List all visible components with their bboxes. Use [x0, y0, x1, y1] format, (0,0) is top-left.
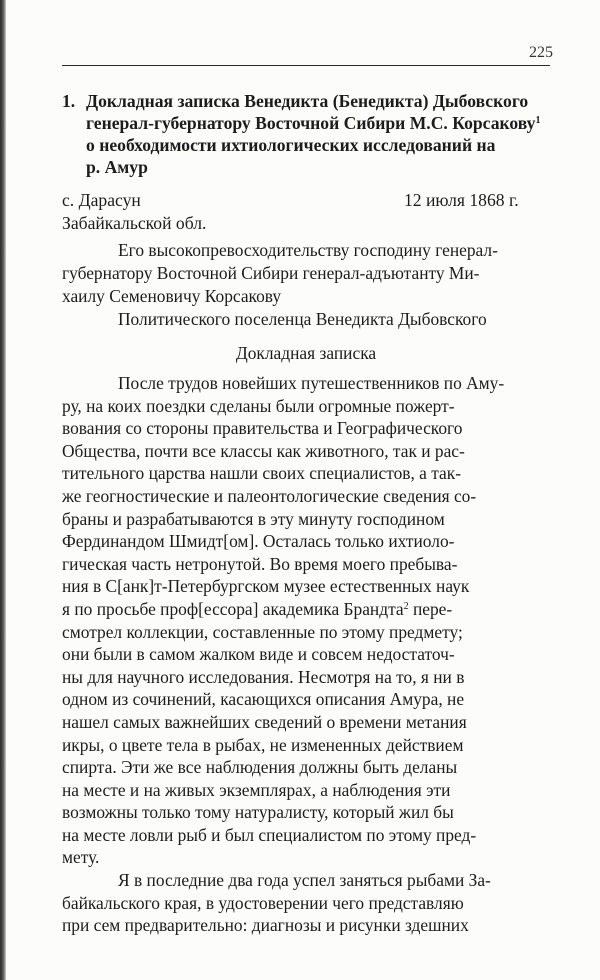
- addressee-line: губернатору Восточной Сибири генерал-адъютанту Ми-: [62, 263, 480, 283]
- body-line: икры, о цвете тела в рыбах, не измененных действием: [62, 734, 464, 755]
- header-rule: [62, 65, 550, 66]
- body-line: вования со стороны правительства и Географического: [62, 418, 463, 439]
- body-line: возможны только тому натуралисту, который жил бы: [62, 802, 454, 823]
- place-and-date: [62, 189, 542, 235]
- body-line: на месте и на живых экземплярах, а наблюдения эти: [62, 779, 451, 800]
- addressee-line: Его высокопревосходительству господину генерал-: [118, 240, 498, 260]
- body-line: нашел самых важнейших сведений о времени метания: [62, 711, 467, 732]
- body-line: ру, на коих поездки сделаны были огромные пожерт-: [62, 395, 455, 416]
- document-subtitle: Докладная записка: [235, 343, 377, 363]
- sender-line: Политического поселенца Венедикта Дыбовского: [118, 309, 487, 329]
- body-line: же геогностические и палеонтологические сведения со-: [62, 485, 477, 506]
- body-line: После трудов новейших путешественников по Аму-: [118, 373, 505, 393]
- document-date: 12 июля 1868 г.: [404, 190, 519, 210]
- addressee-line: хаилу Семеновичу Корсакову: [62, 286, 282, 306]
- page-binding-edge: [0, 0, 6, 980]
- body-line: смотрел коллекции, составленные по этому предмету;: [62, 621, 463, 642]
- body-line: спирта. Эти же все наблюдения должны быть деланы: [62, 757, 458, 778]
- place-region: Забайкальской обл.: [62, 213, 207, 233]
- place-name: с. Дарасун: [62, 190, 141, 210]
- body-line: они были в самом жалком виде и совсем недостаточ-: [62, 644, 455, 665]
- heading-line: Докладная записка Венедикта (Бенедикта) Дыбовского: [86, 91, 529, 111]
- body-line: я по просьбе проф[ессора] академика Брандта$^2$ пере-: [62, 598, 453, 619]
- heading-line: о необходимости ихтиологических исследований на: [86, 135, 496, 155]
- body-line: Общества, почти все классы как животного, так и рас-: [62, 440, 465, 461]
- addressee-block: [62, 239, 556, 331]
- body-line: тительного царства нашли своих специалистов, а так-: [62, 463, 462, 484]
- body-text: [62, 372, 556, 937]
- document-heading: [62, 90, 562, 178]
- body-line: одном из сочинений, касающихся описания Амура, не: [62, 689, 465, 710]
- body-line: Фердинандом Шмидт[ом]. Осталась только ихтиоло-: [62, 531, 455, 552]
- heading-title: [86, 90, 562, 178]
- body-line: байкальского края, в удостоверении чего представляю: [62, 892, 464, 913]
- body-line: Я в последние два года успел заняться рыбами За-: [118, 870, 491, 891]
- body-line: ния в С[анк]т-Петербургском музее естественных наук: [62, 576, 470, 597]
- body-line: браны и разрабатываются в эту минуту господином: [62, 508, 445, 529]
- body-line: гическая часть нетронутой. Во время моего пребыва-: [62, 553, 458, 574]
- body-line: на месте ловли рыб и был специалистом по этому пред-: [62, 824, 477, 845]
- footnote-marker: 1: [535, 115, 541, 126]
- body-line: ны для научного исследования. Несмотря на то, я ни в: [62, 666, 465, 687]
- heading-line: генерал-губернатору Восточной Сибири М.С. Корсакову$^1$: [86, 113, 541, 133]
- body-line: при сем предварительно: диагнозы и рисунки здешних: [62, 915, 469, 936]
- heading-line: р. Амур: [86, 157, 148, 177]
- page-number: 225: [529, 44, 553, 61]
- footnote-marker: 2: [403, 600, 409, 612]
- body-line: мету.: [62, 847, 100, 868]
- heading-number: 1.: [62, 91, 76, 111]
